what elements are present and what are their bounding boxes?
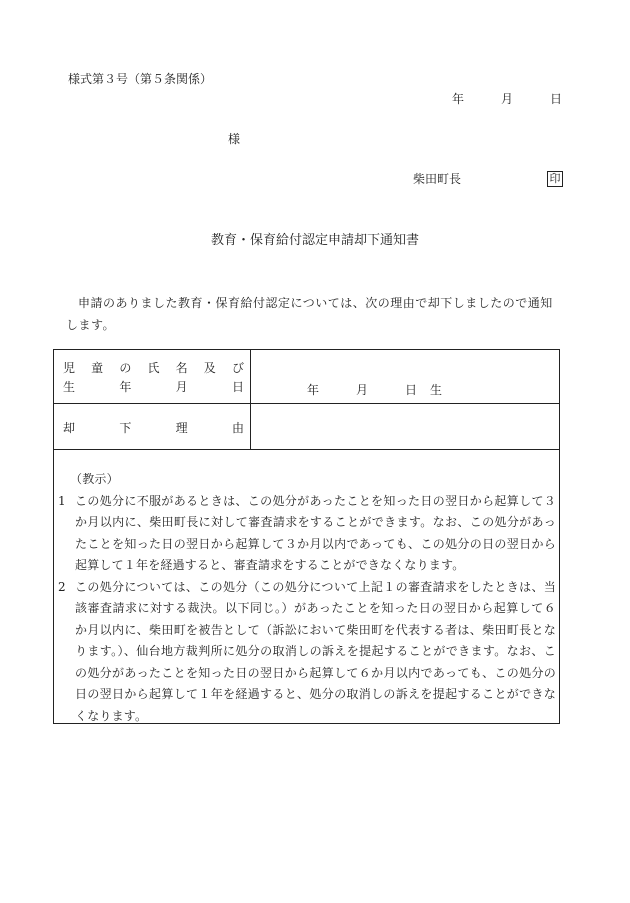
label-char: 名 <box>175 361 188 375</box>
addressee-suffix: 様 <box>228 132 241 146</box>
label-char: び <box>231 361 244 375</box>
notice-title: （教示） <box>70 472 119 486</box>
label-char: 童 <box>91 361 104 375</box>
document-title: 教育・保育給付認定申請却下通知書 <box>210 233 419 248</box>
seal-mark: 印 <box>547 171 563 187</box>
notice-item <box>58 577 556 728</box>
rejection-reason-label <box>63 422 244 434</box>
child-name-label <box>63 362 244 374</box>
label-char: 児 <box>63 361 76 375</box>
notice-item-number: 2 <box>58 579 66 594</box>
label-char: の <box>119 361 132 375</box>
label-char: 却 <box>63 421 76 435</box>
label-char: 下 <box>119 421 132 435</box>
label-char: 理 <box>175 421 188 435</box>
form-number: 様式第３号（第５条関係） <box>68 72 213 86</box>
body-paragraph: 申請のありました教育・保育給付認定については、次の理由で却下しましたので通知します。 <box>66 296 553 332</box>
birth-date-value <box>307 381 442 398</box>
birth-date-label <box>63 381 244 393</box>
birth-year: 年 <box>307 383 320 397</box>
label-char: 生 <box>63 380 76 394</box>
issue-date <box>452 93 562 105</box>
notice-item-number: 1 <box>58 493 66 508</box>
birth-day: 日 <box>405 383 418 397</box>
date-month: 月 <box>501 92 514 106</box>
birth-suffix: 生 <box>430 383 443 397</box>
table-row-divider <box>54 449 559 450</box>
label-char: 月 <box>175 380 188 394</box>
label-char: 日 <box>231 380 244 394</box>
notice-item-text: この処分については、この処分（この処分について上記１の審査請求をしたときは、当該審査請求に対する裁決。以下同じ。）があったことを知った日の翌日から起算して６か月以内に、柴田町を被告として（訴訟において柴田町を代表する者は、柴田町長となります。）、仙台地方裁判所に処分の取消しの訴えを提起することができます。なお、この処分があったことを知った日の翌日から起算して６か月以内であっても、この処分の日の翌日から起算して１年を経過すると、処分の取消しの訴えを提起することができなくなります。 <box>75 579 556 723</box>
notice-item-text: この処分に不服があるときは、この処分があったことを知った日の翌日から起算して３か月以内に、柴田町長に対して審査請求をすることができます。なお、この処分があったことを知った日の翌日から起算して３か月以内であっても、この処分の日の翌日から起算して１年を経過すると、審査請求をすることができなくなります。 <box>75 493 556 572</box>
date-day: 日 <box>550 92 563 106</box>
table-column-divider <box>250 350 251 449</box>
info-table <box>53 349 560 724</box>
table-row-divider <box>54 403 559 404</box>
appeal-notice <box>58 469 556 727</box>
notice-item <box>58 491 556 577</box>
label-char: 由 <box>231 421 244 435</box>
label-char: 及 <box>203 361 216 375</box>
issuer-name: 柴田町長 <box>413 172 462 186</box>
birth-month: 月 <box>356 383 369 397</box>
label-char: 氏 <box>147 361 160 375</box>
label-char: 年 <box>119 380 132 394</box>
date-year: 年 <box>452 92 465 106</box>
